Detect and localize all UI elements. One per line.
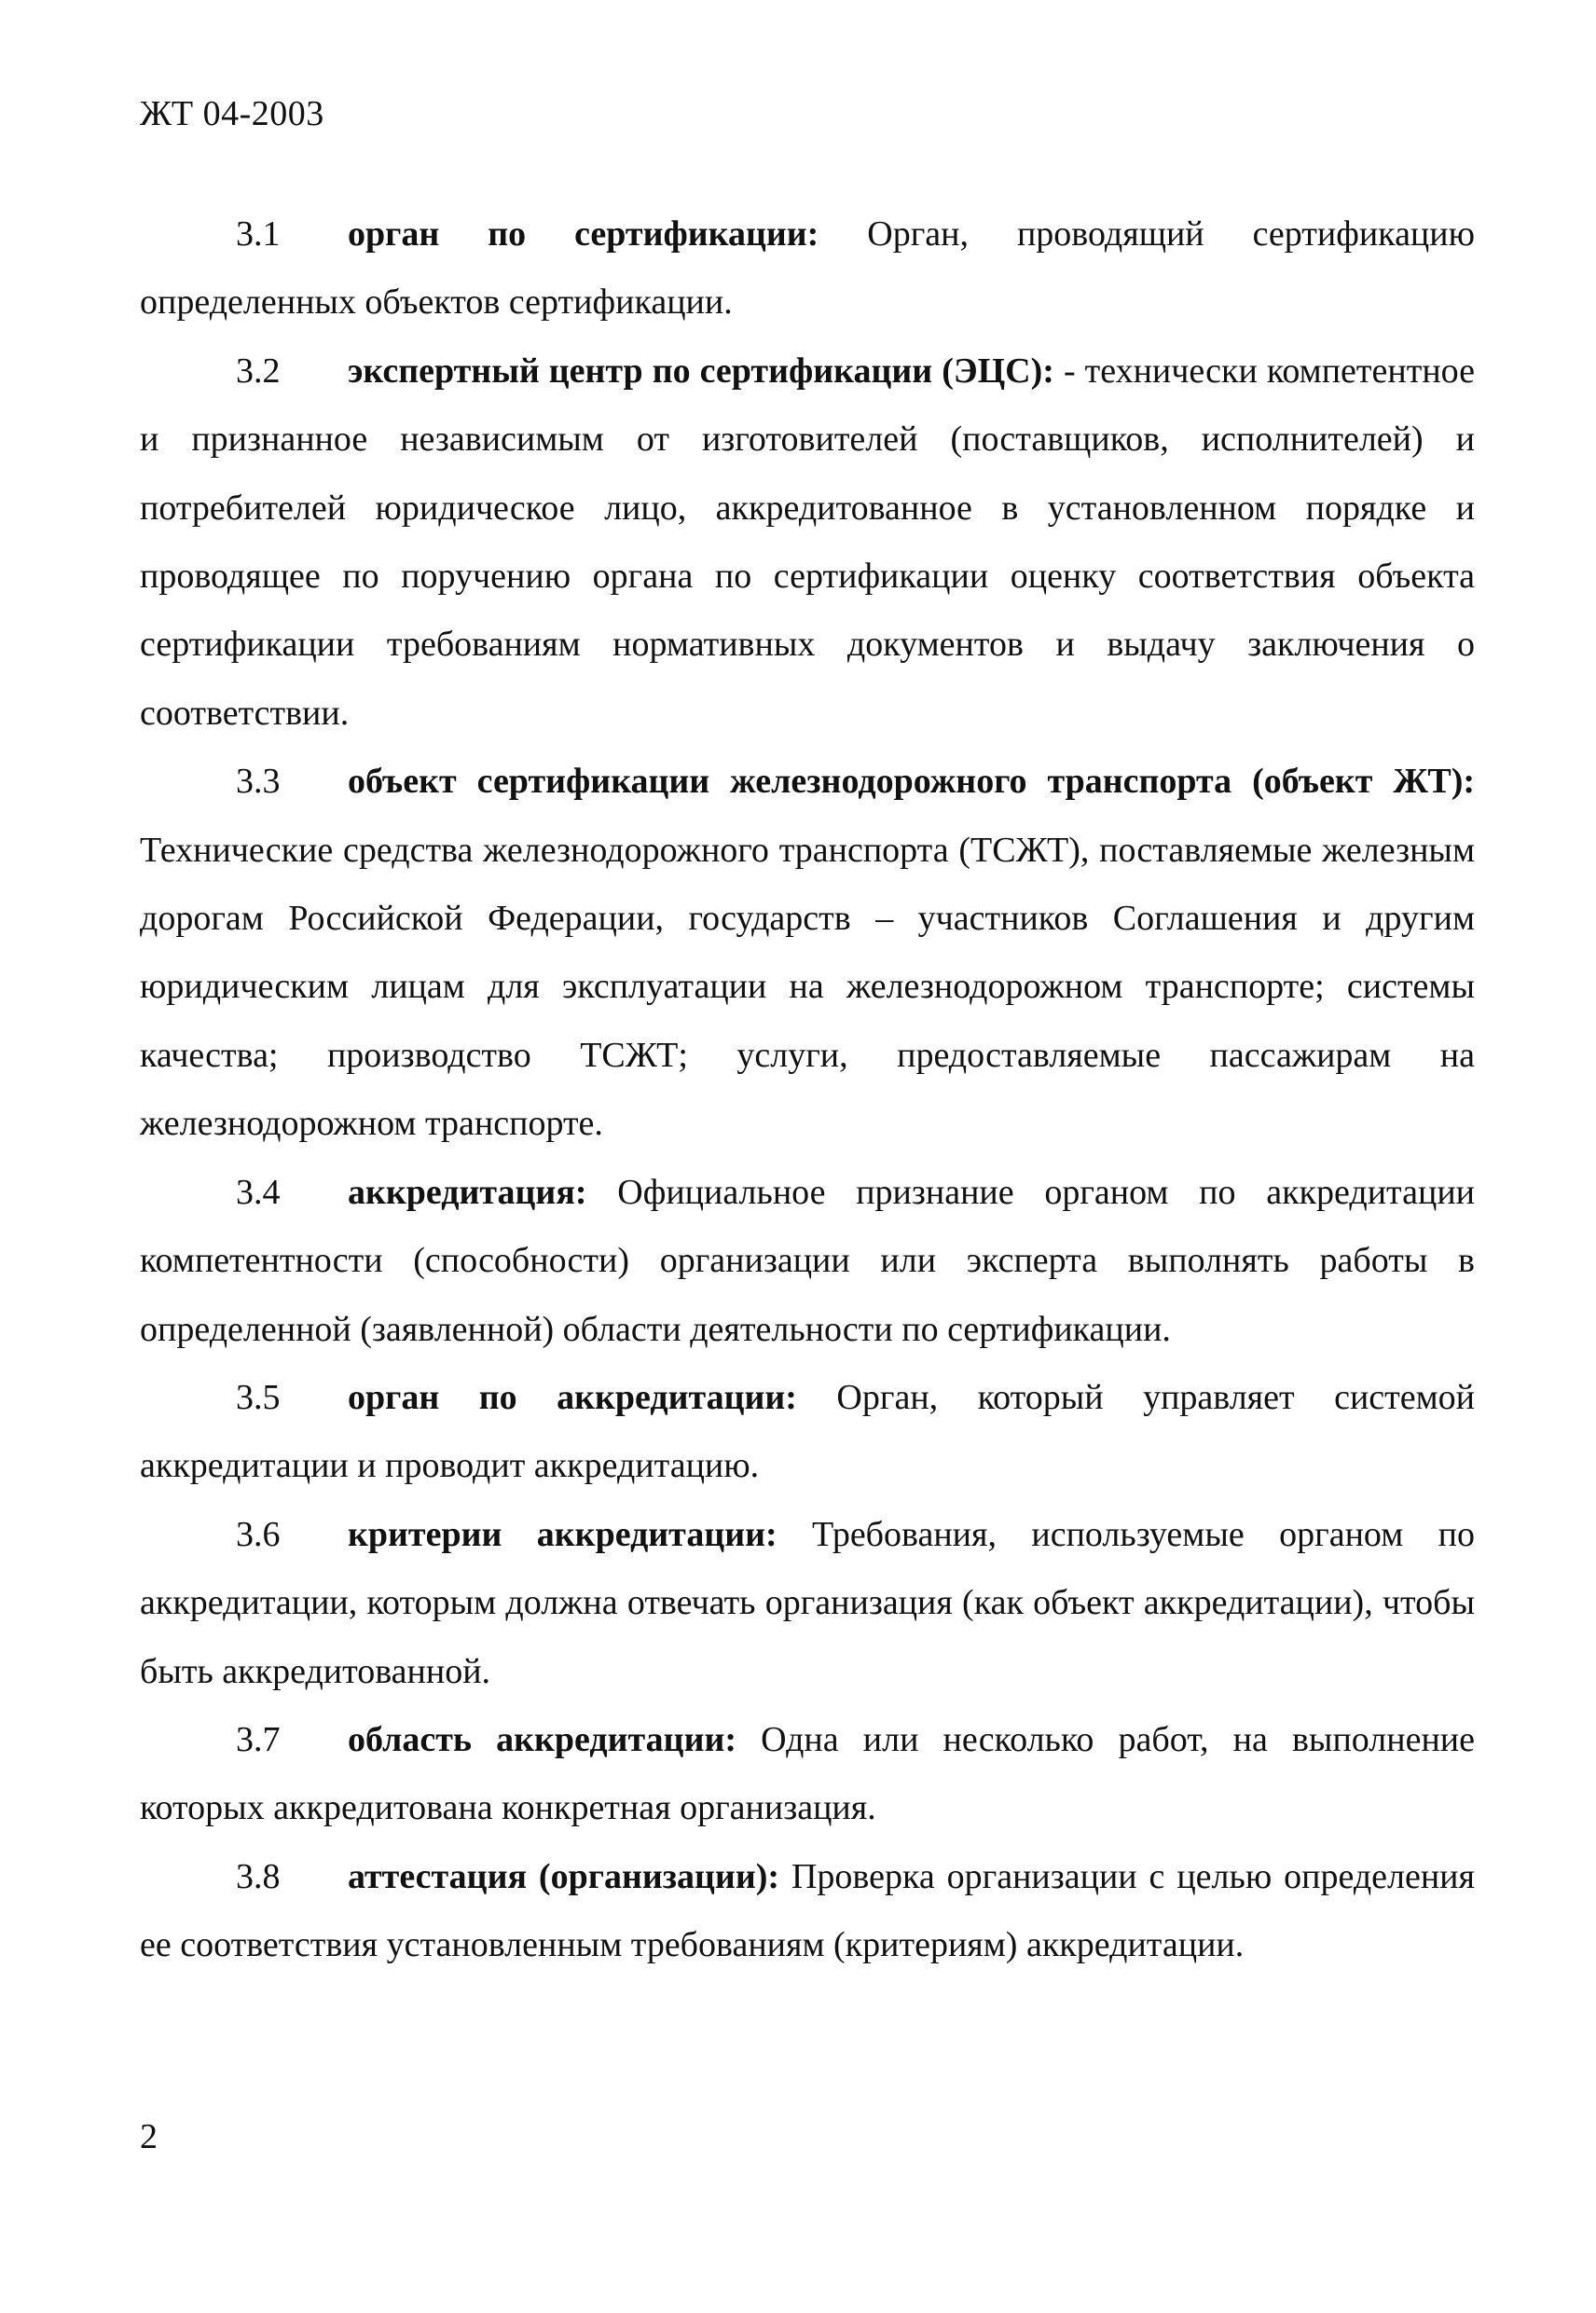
definition-text: Проверка организации с целью определения ее соответствия установленным требованиям (критериям) аккредитации. <box>140 1856 1475 1965</box>
definition-3-8 <box>140 1843 1475 1980</box>
definition-text: Орган, который управляет системой аккредитации и проводит аккредитацию. <box>140 1377 1475 1486</box>
definition-term: критерии аккредитации: <box>348 1514 777 1554</box>
definition-3-2 <box>140 337 1475 748</box>
definition-text: Требования, используемые органом по аккредитации, которым должна отвечать организация (как объект аккредитации), чтобы быть аккредитованной. <box>140 1514 1475 1691</box>
definition-text: Одна или несколько работ, на выполнение которых аккредитована конкретная организация. <box>140 1719 1475 1828</box>
definition-term: аккредитация: <box>348 1172 587 1212</box>
definition-term: область аккредитации: <box>348 1719 737 1759</box>
clause-number: 3.8 <box>236 1856 281 1896</box>
clause-number: 3.4 <box>236 1172 281 1212</box>
definition-3-4 <box>140 1159 1475 1364</box>
clause-number: 3.2 <box>236 351 281 391</box>
page-number: 2 <box>140 2117 158 2156</box>
definition-term: объект сертификации железнодорожного транспорта (объект ЖТ): <box>348 762 1475 802</box>
definition-term: орган по аккредитации: <box>348 1377 797 1417</box>
clause-number: 3.3 <box>236 762 281 802</box>
definition-text: Технические средства железнодорожного транспорта (ТСЖТ), поставляемые железным дорогам Российской Федерации, государств – участников Соглашения и другим юридическим лицам для эксплуатации на железнодорожном транспорте; системы качества; производство ТСЖТ; услуги, предоставляемые пассажирам на железнодорожном транспорте. <box>140 830 1475 1144</box>
definition-text: - технически компетентное и признанное независимым от изготовителей (поставщиков, исполнителей) и потребителей юридическое лицо, аккредитованное в установленном порядке и проводящее по поручению органа по сертификации оценку соответствия объекта сертификации требованиям нормативных документов и выдачу заключения о соответствии. <box>140 351 1475 733</box>
definition-3-3 <box>140 748 1475 1158</box>
clause-number: 3.6 <box>236 1514 281 1554</box>
definition-3-6 <box>140 1501 1475 1706</box>
definition-text: Официальное признание органом по аккредитации компетентности (способности) организации или эксперта выполнять работы в определенной (заявленной) области деятельности по сертификации. <box>140 1172 1475 1349</box>
definition-3-5 <box>140 1364 1475 1501</box>
definition-3-7 <box>140 1706 1475 1843</box>
definition-term: аттестация (организации): <box>348 1856 780 1896</box>
definition-text: Орган, проводящий сертификацию определенных объектов сертификации. <box>140 214 1475 323</box>
definitions-section <box>140 200 1475 1980</box>
clause-number: 3.5 <box>236 1377 281 1417</box>
clause-number: 3.7 <box>236 1719 281 1759</box>
definition-term: орган по сертификации: <box>348 214 819 254</box>
definition-term: экспертный центр по сертификации (ЭЦС): <box>348 351 1054 391</box>
definition-3-1 <box>140 200 1475 337</box>
clause-number: 3.1 <box>236 214 281 254</box>
document-code: ЖТ 04-2003 <box>140 94 324 133</box>
